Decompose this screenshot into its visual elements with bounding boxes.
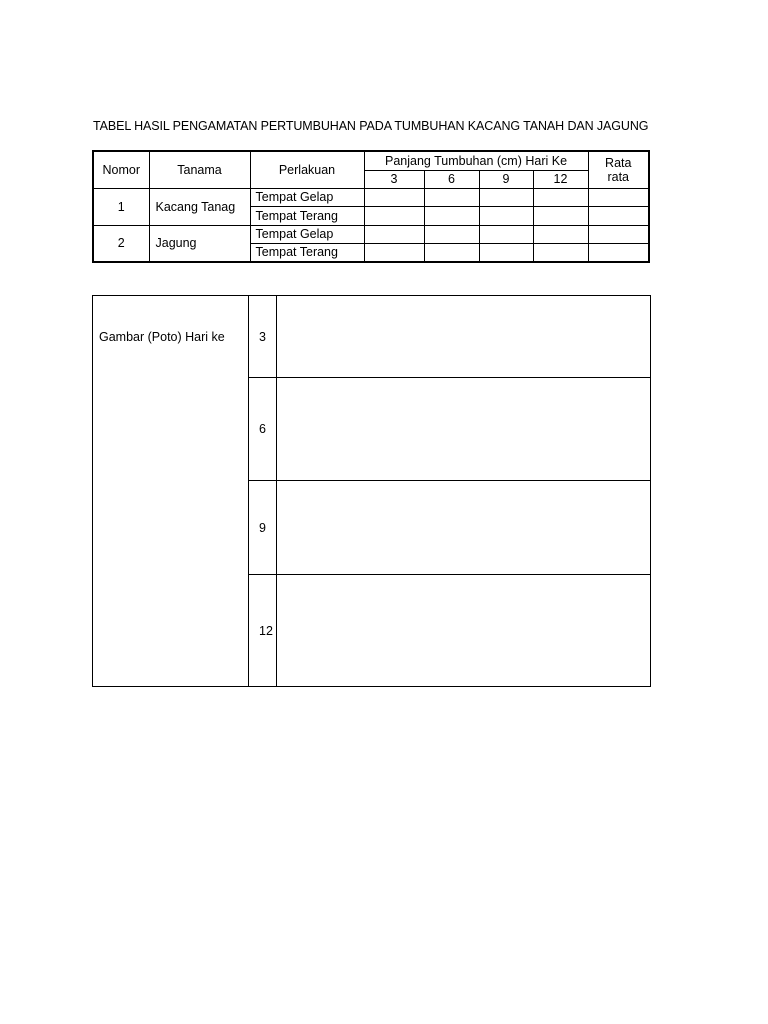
photo-cell-3[interactable] (277, 296, 651, 378)
rata-cell[interactable] (588, 188, 649, 206)
row-perlakuan: Tempat Terang (250, 206, 364, 225)
data-cell[interactable] (479, 188, 533, 206)
table-row (93, 188, 649, 206)
header-nomor: Nomor (93, 151, 149, 188)
row-nomor: 2 (93, 225, 149, 262)
header-perlakuan: Perlakuan (250, 151, 364, 188)
page-title: TABEL HASIL PENGAMATAN PERTUMBUHAN PADA TUMBUHAN KACANG TANAH DAN JAGUNG (93, 119, 649, 133)
data-cell[interactable] (533, 206, 588, 225)
photo-cell-12[interactable] (277, 575, 651, 687)
row-tanaman: Kacang Tanag (149, 188, 250, 225)
header-day-12: 12 (533, 170, 588, 188)
table-row (93, 225, 649, 243)
photo-day-6: 6 (249, 378, 277, 481)
data-cell[interactable] (533, 225, 588, 243)
data-cell[interactable] (424, 243, 479, 262)
row-perlakuan: Tempat Gelap (250, 188, 364, 206)
data-cell[interactable] (479, 206, 533, 225)
row-perlakuan: Tempat Gelap (250, 225, 364, 243)
row-nomor: 1 (93, 188, 149, 225)
growth-observation-table (92, 150, 650, 263)
rata-cell[interactable] (588, 206, 649, 225)
data-cell[interactable] (424, 225, 479, 243)
header-rata (588, 151, 649, 188)
photo-label: Gambar (Poto) Hari ke (93, 296, 249, 687)
header-rata-line1: Rata (605, 155, 632, 170)
header-tanama: Tanama (149, 151, 250, 188)
photo-cell-9[interactable] (277, 481, 651, 575)
rata-cell[interactable] (588, 243, 649, 262)
data-cell[interactable] (424, 188, 479, 206)
rata-cell[interactable] (588, 225, 649, 243)
photo-table (92, 295, 651, 687)
data-cell[interactable] (364, 243, 424, 262)
header-day-3: 3 (364, 170, 424, 188)
data-cell[interactable] (364, 188, 424, 206)
data-cell[interactable] (364, 206, 424, 225)
header-day-6: 6 (424, 170, 479, 188)
row-tanaman: Jagung (149, 225, 250, 262)
header-day-9: 9 (479, 170, 533, 188)
row-perlakuan: Tempat Terang (250, 243, 364, 262)
photo-day-9: 9 (249, 481, 277, 575)
data-cell[interactable] (479, 243, 533, 262)
data-cell[interactable] (364, 225, 424, 243)
data-cell[interactable] (533, 188, 588, 206)
data-cell[interactable] (479, 225, 533, 243)
photo-day-3: 3 (249, 296, 277, 378)
photo-cell-6[interactable] (277, 378, 651, 481)
data-cell[interactable] (533, 243, 588, 262)
data-cell[interactable] (424, 206, 479, 225)
photo-day-12: 12 (249, 575, 277, 687)
header-rata-line2: rata (607, 169, 630, 184)
header-panjang: Panjang Tumbuhan (cm) Hari Ke (364, 151, 588, 170)
